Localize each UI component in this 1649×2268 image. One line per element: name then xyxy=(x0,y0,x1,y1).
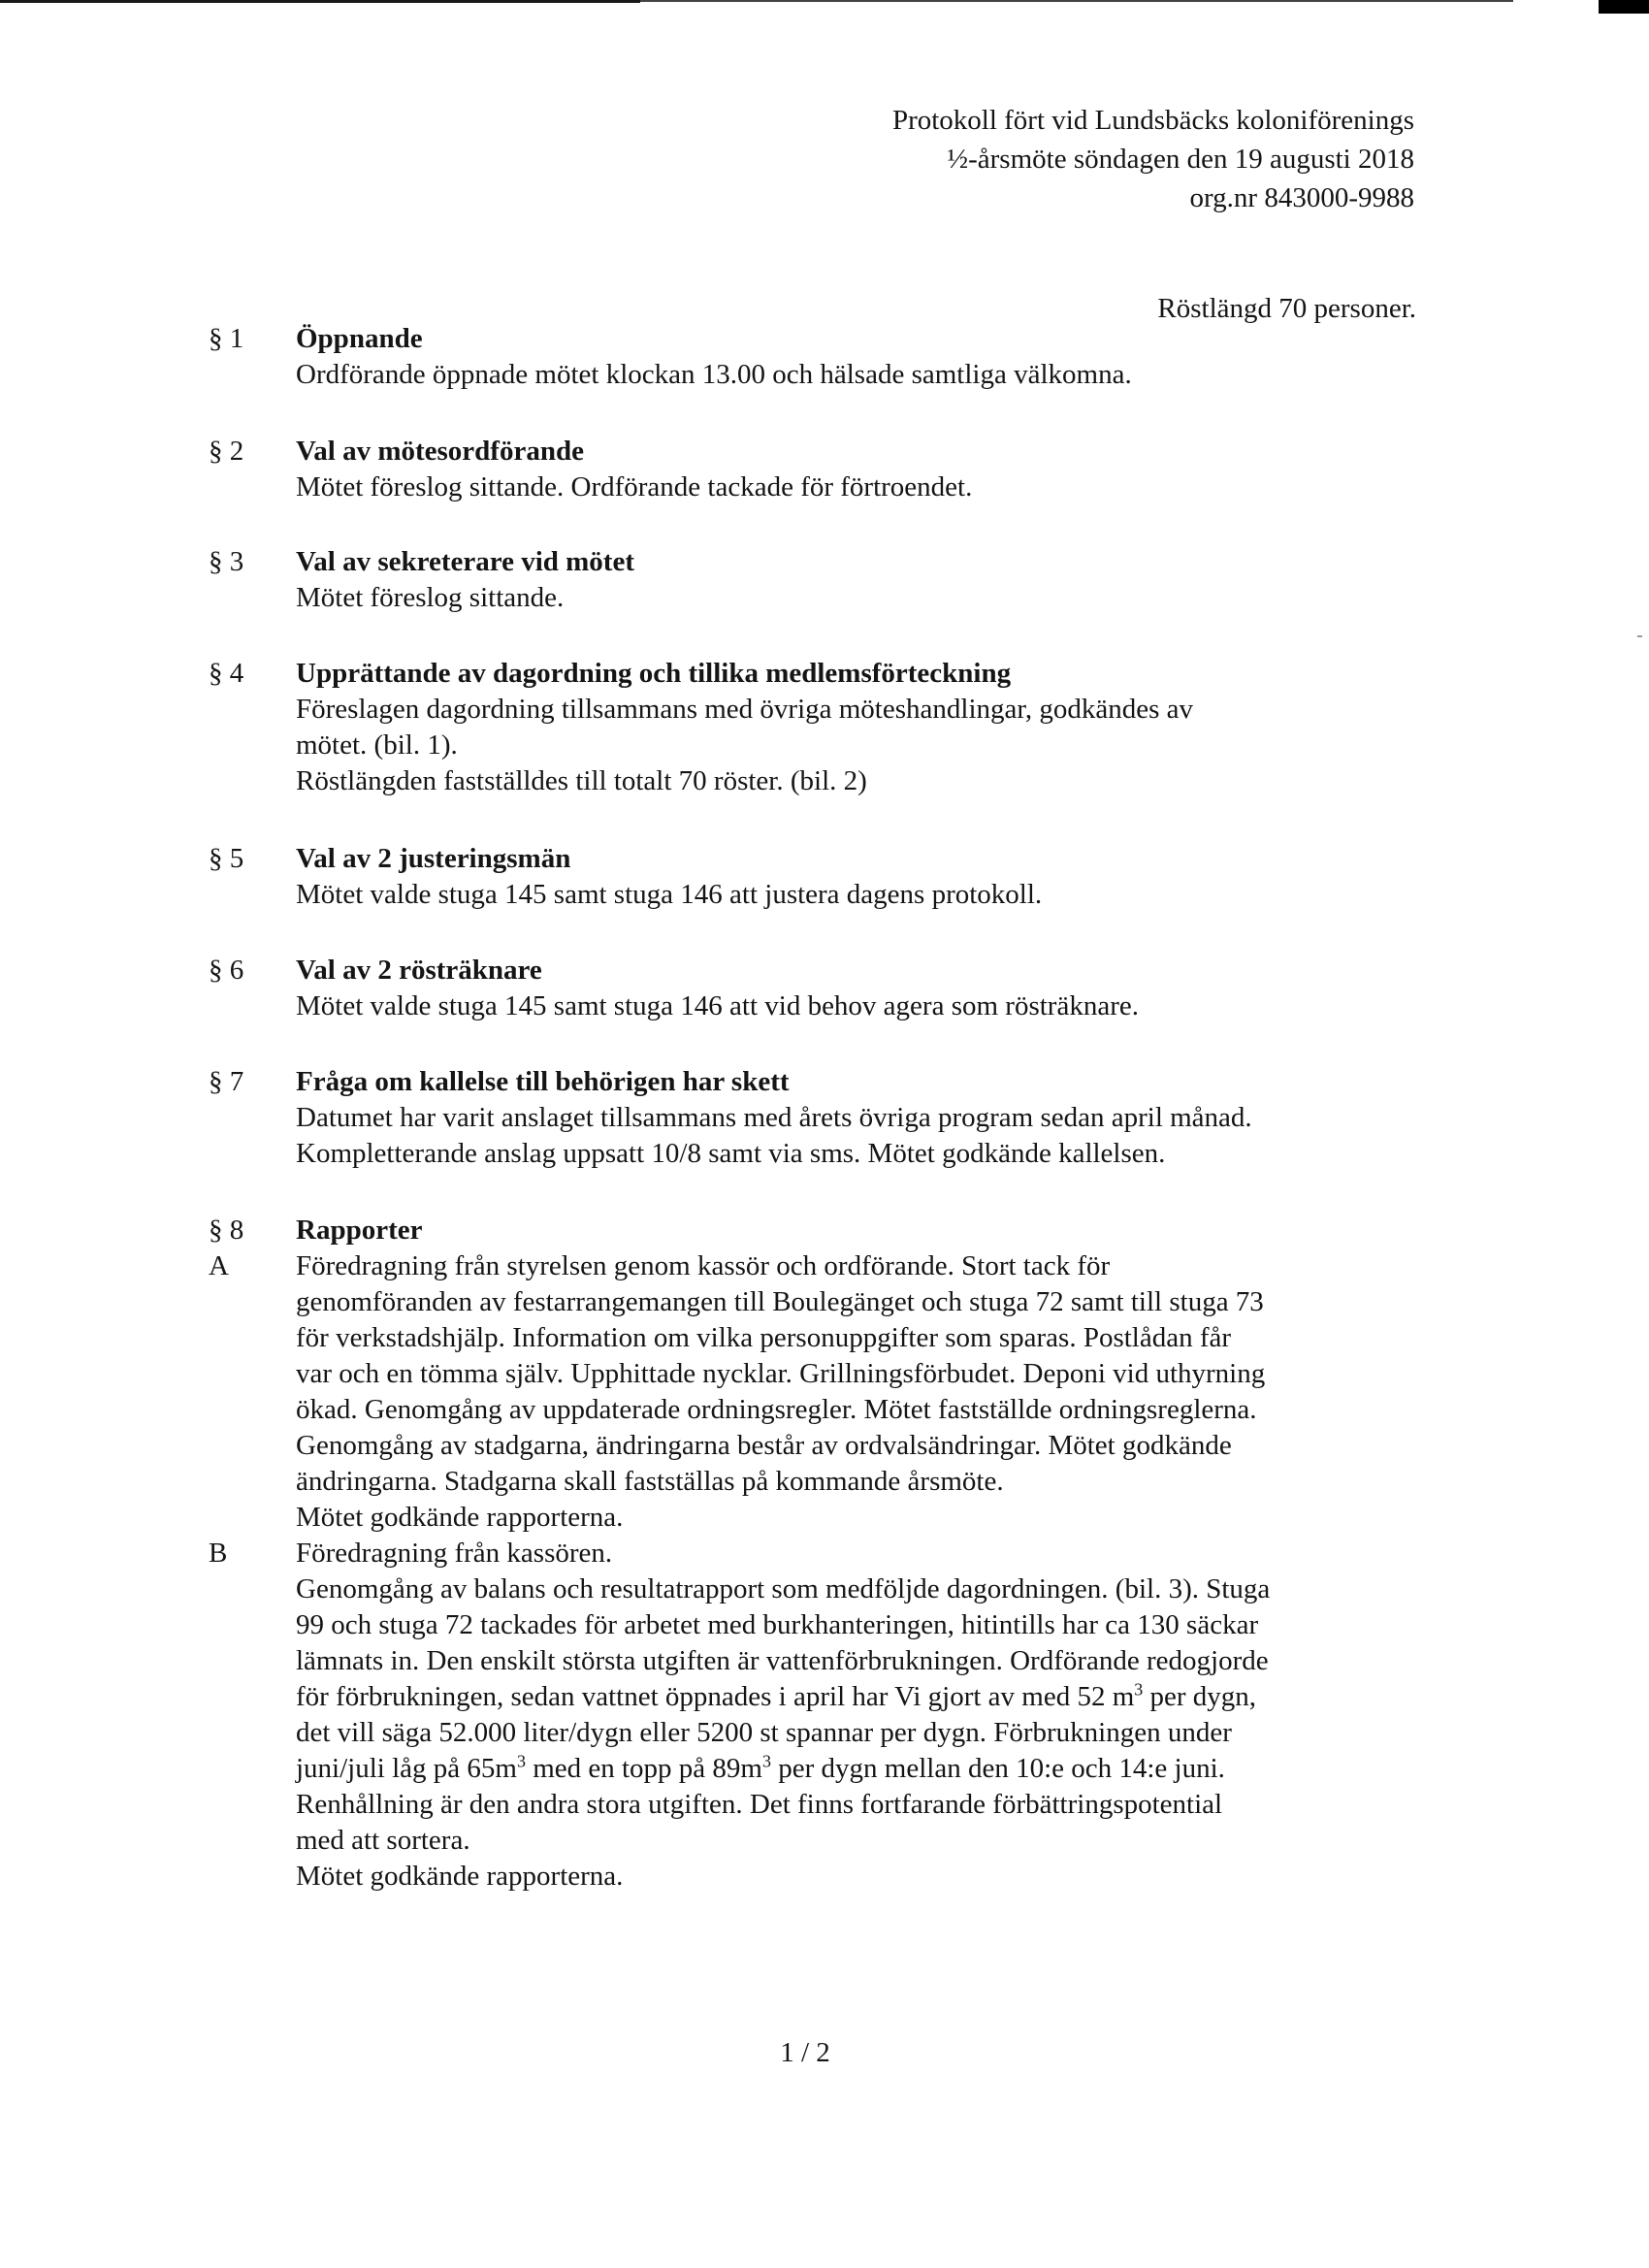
section-number: § 3 xyxy=(209,546,244,577)
text-fragment: per dygn mellan den 10:e och 14:e juni. xyxy=(771,1753,1225,1784)
text-fragment: juni/juli låg på 65m xyxy=(296,1753,517,1784)
section-heading: Fråga om kallelse till behörigen har skett xyxy=(296,1066,790,1097)
superscript: 3 xyxy=(762,1751,771,1771)
section-6 xyxy=(209,953,1431,1024)
text-fragment: för förbrukningen, sedan vattnet öppnades i april har Vi gjort av med 52 m xyxy=(296,1681,1135,1712)
section-heading: Rapporter xyxy=(296,1215,423,1246)
section-number: § 2 xyxy=(209,436,244,467)
section-heading: Öppnande xyxy=(296,323,423,354)
report-text: Genomgång av stadgarna, ändringarna består av ordvalsändringar. Mötet godkände xyxy=(296,1430,1232,1461)
section-1 xyxy=(209,321,1431,393)
roll-count: Röstlängd 70 personer. xyxy=(1157,293,1416,324)
report-text: ändringarna. Stadgarna skall fastställas på kommande årsmöte. xyxy=(296,1466,1004,1497)
report-text: var och en tömma själv. Upphittade nycklar. Grillningsförbudet. Deponi vid uthyrning xyxy=(296,1358,1266,1389)
report-text: Mötet godkände rapporterna. xyxy=(296,1502,624,1533)
report-a xyxy=(209,1248,1431,1536)
section-heading: Upprättande av dagordning och tillika medlemsförteckning xyxy=(296,658,1012,689)
scan-border-right xyxy=(640,0,1513,2)
superscript: 3 xyxy=(516,1751,526,1771)
text-fragment: per dygn, xyxy=(1143,1681,1257,1712)
report-text: genomföranden av festarrangemangen till Boulegänget och stuga 72 samt till stuga 73 xyxy=(296,1286,1264,1317)
report-text: Föredragning från styrelsen genom kassör och ordförande. Stort tack för xyxy=(296,1250,1111,1281)
section-heading: Val av 2 justeringsmän xyxy=(296,843,571,874)
section-7 xyxy=(209,1064,1431,1172)
section-8 xyxy=(209,1213,1431,1895)
section-text: Röstlängden fastställdes till totalt 70 röster. (bil. 2) xyxy=(296,765,867,796)
text-fragment: med en topp på 89m xyxy=(525,1753,762,1784)
section-text: Ordförande öppnade mötet klockan 13.00 och hälsade samtliga välkomna. xyxy=(296,359,1132,390)
report-text: lämnats in. Den enskilt största utgiften är vattenförbrukningen. Ordförande redogjorde xyxy=(296,1645,1269,1676)
section-number: § 4 xyxy=(209,658,244,689)
section-text: Föreslagen dagordning tillsammans med övriga möteshandlingar, godkändes av xyxy=(296,694,1194,725)
report-text-water-usage xyxy=(296,1679,1431,1715)
report-text: med att sortera. xyxy=(296,1825,470,1856)
scan-speck xyxy=(1637,635,1642,637)
section-number: § 5 xyxy=(209,843,244,874)
section-text: Datumet har varit anslaget tillsammans med årets övriga program sedan april månad. xyxy=(296,1102,1252,1133)
section-text: Mötet valde stuga 145 samt stuga 146 att vid behov agera som rösträknare. xyxy=(296,990,1139,1021)
scan-corner-mark xyxy=(1599,0,1649,14)
section-heading: Val av mötesordförande xyxy=(296,436,584,467)
header-title: Protokoll fört vid Lundsbäcks koloniförenings xyxy=(891,105,1414,136)
report-text: det vill säga 52.000 liter/dygn eller 5200 st spannar per dygn. Förbrukningen under xyxy=(296,1717,1232,1748)
scan-border-left xyxy=(0,0,640,3)
report-letter: A xyxy=(209,1250,229,1281)
document-header xyxy=(892,101,1414,217)
report-text: Genomgång av balans och resultatrapport som medföljde dagordningen. (bil. 3). Stuga xyxy=(296,1573,1271,1604)
section-2 xyxy=(209,434,1431,505)
page-number: 1 / 2 xyxy=(780,2037,830,2068)
section-heading: Val av 2 rösträknare xyxy=(296,955,542,986)
report-text: för verkstadshjälp. Information om vilka personuppgifter som sparas. Postlådan får xyxy=(296,1322,1232,1353)
report-text-water-peak xyxy=(296,1751,1431,1787)
section-text: Mötet valde stuga 145 samt stuga 146 att justera dagens protokoll. xyxy=(296,879,1043,910)
section-text: Mötet föreslog sittande. Ordförande tackade för förtroendet. xyxy=(296,471,973,502)
section-text: Kompletterande anslag uppsatt 10/8 samt via sms. Mötet godkände kallelsen. xyxy=(296,1138,1166,1169)
report-b xyxy=(209,1536,1431,1895)
section-number: § 8 xyxy=(209,1215,244,1246)
section-3 xyxy=(209,544,1431,616)
section-text: mötet. (bil. 1). xyxy=(296,729,458,761)
report-text: Föredragning från kassören. xyxy=(296,1538,613,1569)
report-text: 99 och stuga 72 tackades för arbetet med burkhanteringen, hitintills har ca 130 säckar xyxy=(296,1609,1259,1640)
report-letter: B xyxy=(209,1538,228,1569)
section-number: § 6 xyxy=(209,955,244,986)
report-text: ökad. Genomgång av uppdaterade ordningsregler. Mötet fastställde ordningsreglerna. xyxy=(296,1394,1257,1425)
section-5 xyxy=(209,841,1431,913)
section-number: § 1 xyxy=(209,323,244,354)
report-text: Mötet godkände rapporterna. xyxy=(296,1861,624,1892)
header-org-number: org.nr 843000-9988 xyxy=(1189,182,1414,213)
section-heading: Val av sekreterare vid mötet xyxy=(296,546,634,577)
section-text: Mötet föreslog sittande. xyxy=(296,582,565,613)
superscript: 3 xyxy=(1134,1679,1144,1700)
header-meeting-date: ½-årsmöte söndagen den 19 augusti 2018 xyxy=(947,144,1414,175)
section-4 xyxy=(209,656,1431,799)
report-text: Renhållning är den andra stora utgiften. Det finns fortfarande förbättringspotential xyxy=(296,1789,1223,1820)
section-number: § 7 xyxy=(209,1066,244,1097)
